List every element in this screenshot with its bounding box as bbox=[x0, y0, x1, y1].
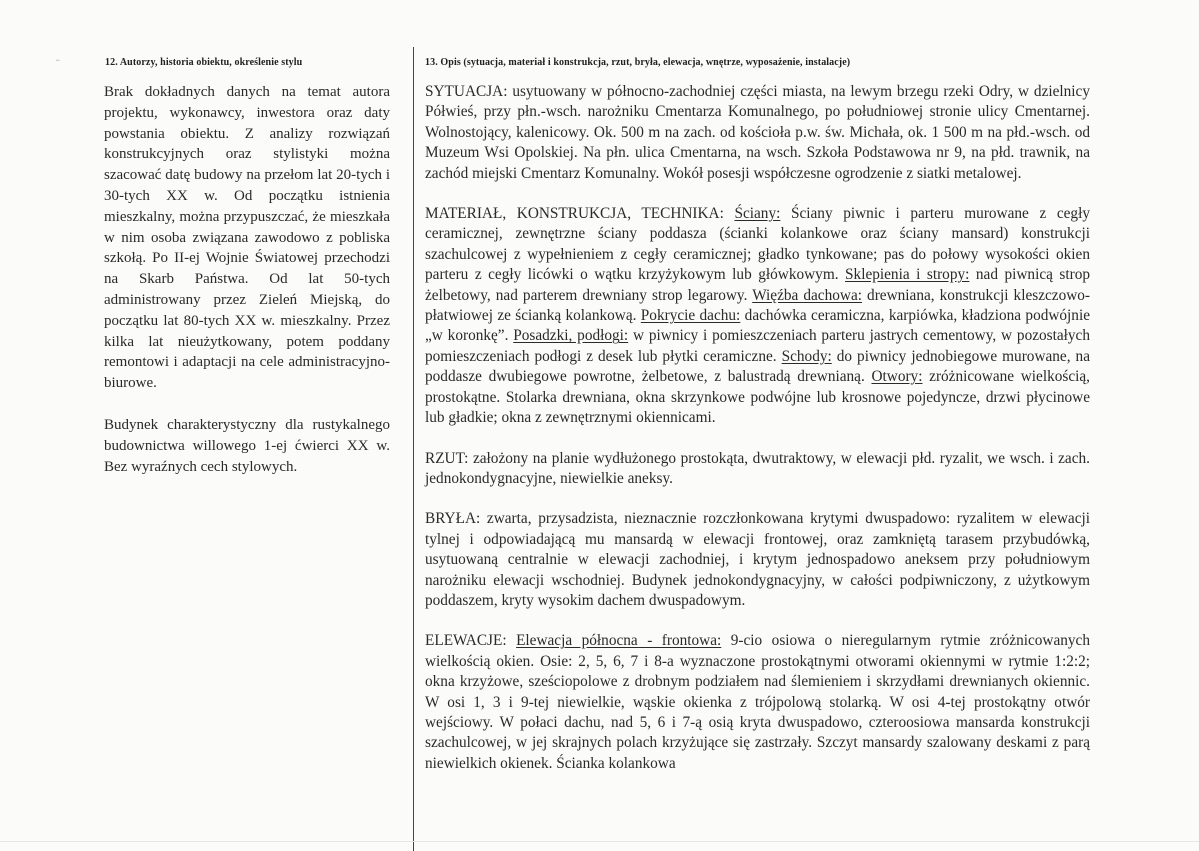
history-paragraph: Brak dokładnych danych na temat autora projektu, wykonawcy, inwestora oraz daty powstania obiektu. Z analizy rozwiązań konstrukcyjnych oraz stylistyki można szacować datę budowy na przełom lat 20-tych i 30-tych XX w. Od początku istnienia mieszkalny, można przypuszczać, że mieszkała w nim osoba związana zawodowo z pobliska szkołą. Po II-ej Wojnie Światowej przechodzi na Skarb Państwa. Od lat 50-tych administrowany przez Zieleń Miejską, do początku lat 80-tych XX w. mieszkalny. Przez kilka lat nieużytkowany, potem poddany remontowi i adaptacji na cele administracyjno-biurowe. bbox=[104, 84, 390, 392]
heading-pokrycie: Pokrycie dachu: bbox=[640, 307, 741, 325]
heading-sklepienia: Sklepienia i stropy: bbox=[845, 266, 970, 284]
heading-elewacja-polnocna: Elewacja północna - frontowa: bbox=[516, 632, 722, 650]
heading-wiezba: Więźba dachowa: bbox=[752, 286, 862, 304]
heading-otwory: Otwory: bbox=[871, 368, 923, 386]
elewacje-paragraph: ELEWACJE: Elewacja północna - frontowa: 9-cio osiowa o nieregularnym rytmie zróżnicowanych wielkością okien. Osie: 2, 5, 6, 7 i 8-a wyznaczone prostokątnymi otworami okiennymi w rytmie 1:2:2; okna krzyżowe, sześciopolowe z drobnym podziałem nad ślemieniem i skrzydłami drewnianych okiennic. W osi 1, 3 i 9-tej niewielkie, wąskie okienka z trójpolową stolarką. W osi 4-tej prostokątny otwór wejściowy. W połaci dachu, nad 5, 6 i 7-ą osią kryta dwuspadowo, czteroosiowa mansarda konstrukcji szachulcowej, w jej skrajnych polach krzyżujące się zastrzały. Szczyt mansardy szalowany deskami z parą niewielkich okienek. Ścianka kolankowa bbox=[425, 632, 1090, 772]
section-13-title: 13. Opis (sytuacja, materiał i konstrukcja, rzut, bryła, elewacja, wnętrze, wyposażenie, instalacje) bbox=[425, 57, 851, 68]
heading-sciany: Ściany: bbox=[734, 205, 781, 223]
right-column bbox=[425, 54, 1090, 774]
style-paragraph: Budynek charakterystyczny dla rustykalnego budownictwa willowego 1-ej ćwierci XX w. Bez wyraźnych cech stylowych. bbox=[104, 416, 390, 475]
left-column bbox=[104, 54, 390, 477]
scan-mark: ˜ bbox=[55, 58, 61, 71]
section-12-title: 12. Autorzy, historia obiektu, określenie stylu bbox=[105, 57, 303, 68]
material-paragraph: MATERIAŁ, KONSTRUKCJA, TECHNIKA: Ściany: Ściany piwnic i parteru murowane z cegły ceramicznej, zewnętrzne ściany poddasza (ścianki kolankowe oraz ściany mansard) konstrukcji szachulcowej z wypełnieniem z cegły ceramicznej; gładko tynkowane; pas do połowy wysokości okien parteru z cegły licówki o wątku krzyżykowym lub główkowym. Sklepienia i stropy: nad piwnicą strop żelbetowy, nad parterem drewniany strop legarowy. Więźba dachowa: drewniana, konstrukcji kleszczowo-płatwiowej ze ścianką kolankową. Pokrycie dachu: dachówka ceramiczna, karpiówka, kładziona podwójnie „w koronkę”. Posadzki, podłogi: w piwnicy i pomieszczeniach parteru jastrych cementowy, w pozostałych pomieszczeniach podłogi z desek lub płytki ceramiczne. Schody: do piwnicy jednobiegowe murowane, na poddasze dwubiegowe powrotne, żelbetowe, z balustradą drewnianą. Otwory: zróżnicowane wielkością, prostokątne. Stolarka drewniana, okna skrzynkowe podwójne lub krosnowe pojedyncze, drzwi płycinowe lub gładkie; okna z zewnętrznymi okiennicami. bbox=[425, 205, 1091, 427]
rzut-paragraph: RZUT: założony na planie wydłużonego prostokąta, dwutraktowy, w elewacji płd. ryzalit, we wsch. i zach. jednokondygnacyjne, niewielkie aneksy. bbox=[425, 449, 1090, 487]
sytuacja-paragraph: SYTUACJA: usytuowany w północno-zachodniej części miasta, na lewym brzegu rzeki Odry, w dzielnicy Półwieś, przy płn.-wsch. narożniku Cmentarza Komunalnego, po południowej stronie ulicy Cmentarnej. Wolnostojący, kalenicowy. Ok. 500 m na zach. od kościoła p.w. św. Michała, ok. 1 500 m na płd.-wsch. od Muzeum Wsi Opolskiej. Na płn. ulica Cmentarna, na wsch. Szkoła Podstawowa nr 9, na płd. trawnik, na zachód miejski Cmentarz Komunalny. Wokół posesji współczesne ogrodzenie z siatki metalowej. bbox=[425, 83, 1090, 182]
heading-schody: Schody: bbox=[781, 347, 832, 365]
scan-edge-line bbox=[0, 841, 1199, 842]
column-divider bbox=[413, 47, 414, 851]
heading-posadzki: Posadzki, podłogi: bbox=[513, 327, 629, 345]
bryla-paragraph: BRYŁA: zwarta, przysadzista, nieznacznie rozczłonkowana krytymi dwuspadowo: ryzalitem w elewacji tylnej i odpowiadającą mu mansardą w elewacji frontowej, oraz zamkniętą tarasem przybudówką, usytuowaną centralnie w elewacji zachodniej, i krytym jednospadowo aneksem przy południowym narożniku elewacji wschodniej. Budynek jednokondygnacyjny, w całości podpiwniczony, z użytkowym poddaszem, kryty wysokim dachem dwuspadowym. bbox=[425, 510, 1090, 609]
